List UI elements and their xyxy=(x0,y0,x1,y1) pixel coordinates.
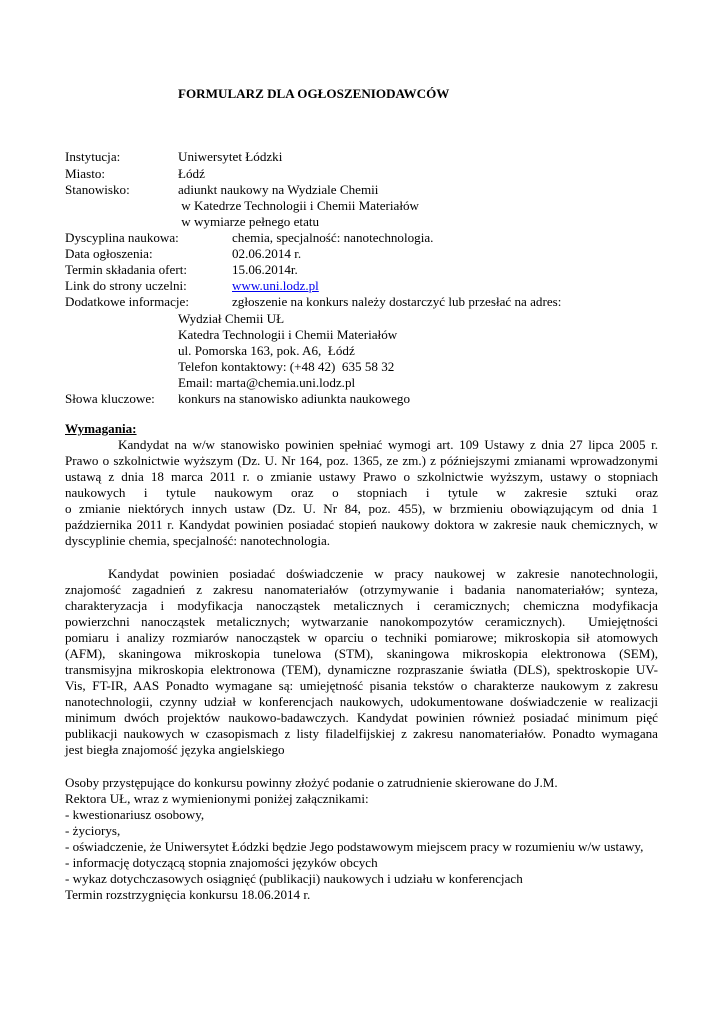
requirements-para2-line: (AFM), skaningowa mikroskopia tunelowa (STM), skaningowa mikroskopia elektronowa (SEM), xyxy=(65,646,658,661)
label-slowa-kluczowe: Słowa kluczowe: xyxy=(65,391,155,406)
requirements-para1-line: Prawo o szkolnictwie wyższym (Dz. U. Nr 164, poz. 1365, ze zm.) z późniejszymi zmianami wprowadzonymi xyxy=(65,453,658,468)
requirements-para2-line: powierzchni nanocząstek metalicznych; wytwarzanie nanokompozytów ceramicznych). Umiejętności xyxy=(65,614,658,629)
requirements-para1-line: października 2011 r. Kandydat powinien posiadać stopień naukowy doktora w zakresie nauk chemicznych, w xyxy=(65,517,658,532)
attachment-item: - informację dotyczącą stopnia znajomości języków obcych xyxy=(65,855,378,870)
requirements-para2-line: Vis, FT-IR, AAS Ponadto wymagane są: umiejętność pisania tekstów o charakterze naukowym z zakresu xyxy=(65,678,658,693)
attachment-item: - kwestionariusz osobowy, xyxy=(65,807,205,822)
value-miasto: Łódź xyxy=(178,166,205,181)
value-stanowisko-line: adiunkt naukowy na Wydziale Chemii xyxy=(178,182,379,197)
requirements-para2-line: znajomość zagadnień z zakresu nanomateriałów (otrzymywanie i badania nanomateriałów; synteza, xyxy=(65,582,658,597)
application-line: Rektora UŁ, wraz z wymienionymi poniżej załącznikami: xyxy=(65,791,369,806)
label-termin: Termin składania ofert: xyxy=(65,262,187,277)
requirements-para2-line: nanotechnologii, czynny udział w konferencjach naukowych, udokumentowane doświadczenie w realizacji xyxy=(65,694,658,709)
requirements-para2-line: Kandydat powinien posiadać doświadczenie w pracy naukowej w zakresie nanotechnologii, xyxy=(108,566,658,581)
attachment-item: - oświadczenie, że Uniwersytet Łódzki będzie Jego podstawowym miejscem pracy w rozumieniu w/w ustawy, xyxy=(65,839,644,854)
address-line: Wydział Chemii UŁ xyxy=(178,311,285,326)
attachment-item: - życiorys, xyxy=(65,823,121,838)
requirements-para2-line: charakteryzacja i modyfikacja nanocząstek metalicznych i ceramicznych; chemiczna modyfikacja xyxy=(65,598,658,613)
value-slowa-kluczowe: konkurs na stanowisko adiunkta naukowego xyxy=(178,391,411,406)
value-dyscyplina: chemia, specjalność: nanotechnologia. xyxy=(232,230,434,245)
value-stanowisko-line: w Katedrze Technologii i Chemii Materiałów xyxy=(178,198,420,213)
label-miasto: Miasto: xyxy=(65,166,106,181)
requirements-para2-line: jest biegła znajomość języka angielskiego xyxy=(65,742,285,757)
requirements-para2-line: transmisyjna mikroskopia elektronowa (TEM), dynamiczne rozpraszanie światła (DLS), spektroskopie UV- xyxy=(65,662,658,677)
requirements-heading: Wymagania: xyxy=(65,421,137,436)
value-stanowisko-line: w wymiarze pełnego etatu xyxy=(178,214,320,229)
page-title: FORMULARZ DLA OGŁOSZENIODAWCÓW xyxy=(178,86,450,101)
label-data-ogloszenia: Data ogłoszenia: xyxy=(65,246,153,261)
value-instytucja: Uniwersytet Łódzki xyxy=(178,149,283,164)
requirements-para2-line: pomiaru i analizy rozmiarów nanocząstek w oparciu o techniki pomiarowe; mikroskopia sił atomowych xyxy=(65,630,658,645)
requirements-para1-line: o zmianie niektórych innych ustaw (Dz. U. Nr 84, poz. 455), w brzmieniu obowiązującym od dnia 1 xyxy=(65,501,658,516)
application-line: Osoby przystępujące do konkursu powinny złożyć podanie o zatrudnienie skierowane do J.M. xyxy=(65,775,558,790)
label-link: Link do strony uczelni: xyxy=(65,278,187,293)
requirements-para2-line: publikacji naukowych w czasopismach z listy filadelfijskiej z zakresu nanomateriałów. Ponadto wymagana xyxy=(65,726,658,741)
address-email: Email: marta@chemia.uni.lodz.pl xyxy=(178,375,356,390)
attachment-item: - wykaz dotychczasowych osiągnięć (publikacji) naukowych i udziału w konferencjach xyxy=(65,871,523,886)
value-dodatkowe: zgłoszenie na konkurs należy dostarczyć lub przesłać na adres: xyxy=(232,294,562,309)
address-line: ul. Pomorska 163, pok. A6, Łódź xyxy=(178,343,355,358)
address-line: Telefon kontaktowy: (+48 42) 635 58 32 xyxy=(178,359,395,374)
decision-date: Termin rozstrzygnięcia konkursu 18.06.2014 r. xyxy=(65,887,311,902)
value-termin: 15.06.2014r. xyxy=(232,262,298,277)
requirements-para1-line: Kandydat na w/w stanowisko powinien spełniać wymogi art. 109 Ustawy z dnia 27 lipca 2005 r. xyxy=(118,437,658,452)
university-link[interactable]: www.uni.lodz.pl xyxy=(232,278,319,293)
requirements-para1-line: naukowych i tytule naukowym oraz o stopniach i tytule w zakresie sztuki oraz xyxy=(65,485,658,500)
requirements-para2-line: minimum dwóch projektów naukowo-badawczych. Kandydat powinien również posiadać minimum pięć xyxy=(65,710,658,725)
label-dodatkowe: Dodatkowe informacje: xyxy=(65,294,189,309)
label-stanowisko: Stanowisko: xyxy=(65,182,130,197)
label-instytucja: Instytucja: xyxy=(65,149,121,164)
requirements-para1-line: dyscyplinie chemia, specjalność: nanotechnologia. xyxy=(65,533,331,548)
requirements-para1-line: ustawą z dnia 18 marca 2011 r. o zmianie ustawy Prawo o szkolnictwie wyższym, ustawy o stopniach xyxy=(65,469,658,484)
label-dyscyplina: Dyscyplina naukowa: xyxy=(65,230,179,245)
address-line: Katedra Technologii i Chemii Materiałów xyxy=(178,327,398,342)
value-data-ogloszenia: 02.06.2014 r. xyxy=(232,246,302,261)
